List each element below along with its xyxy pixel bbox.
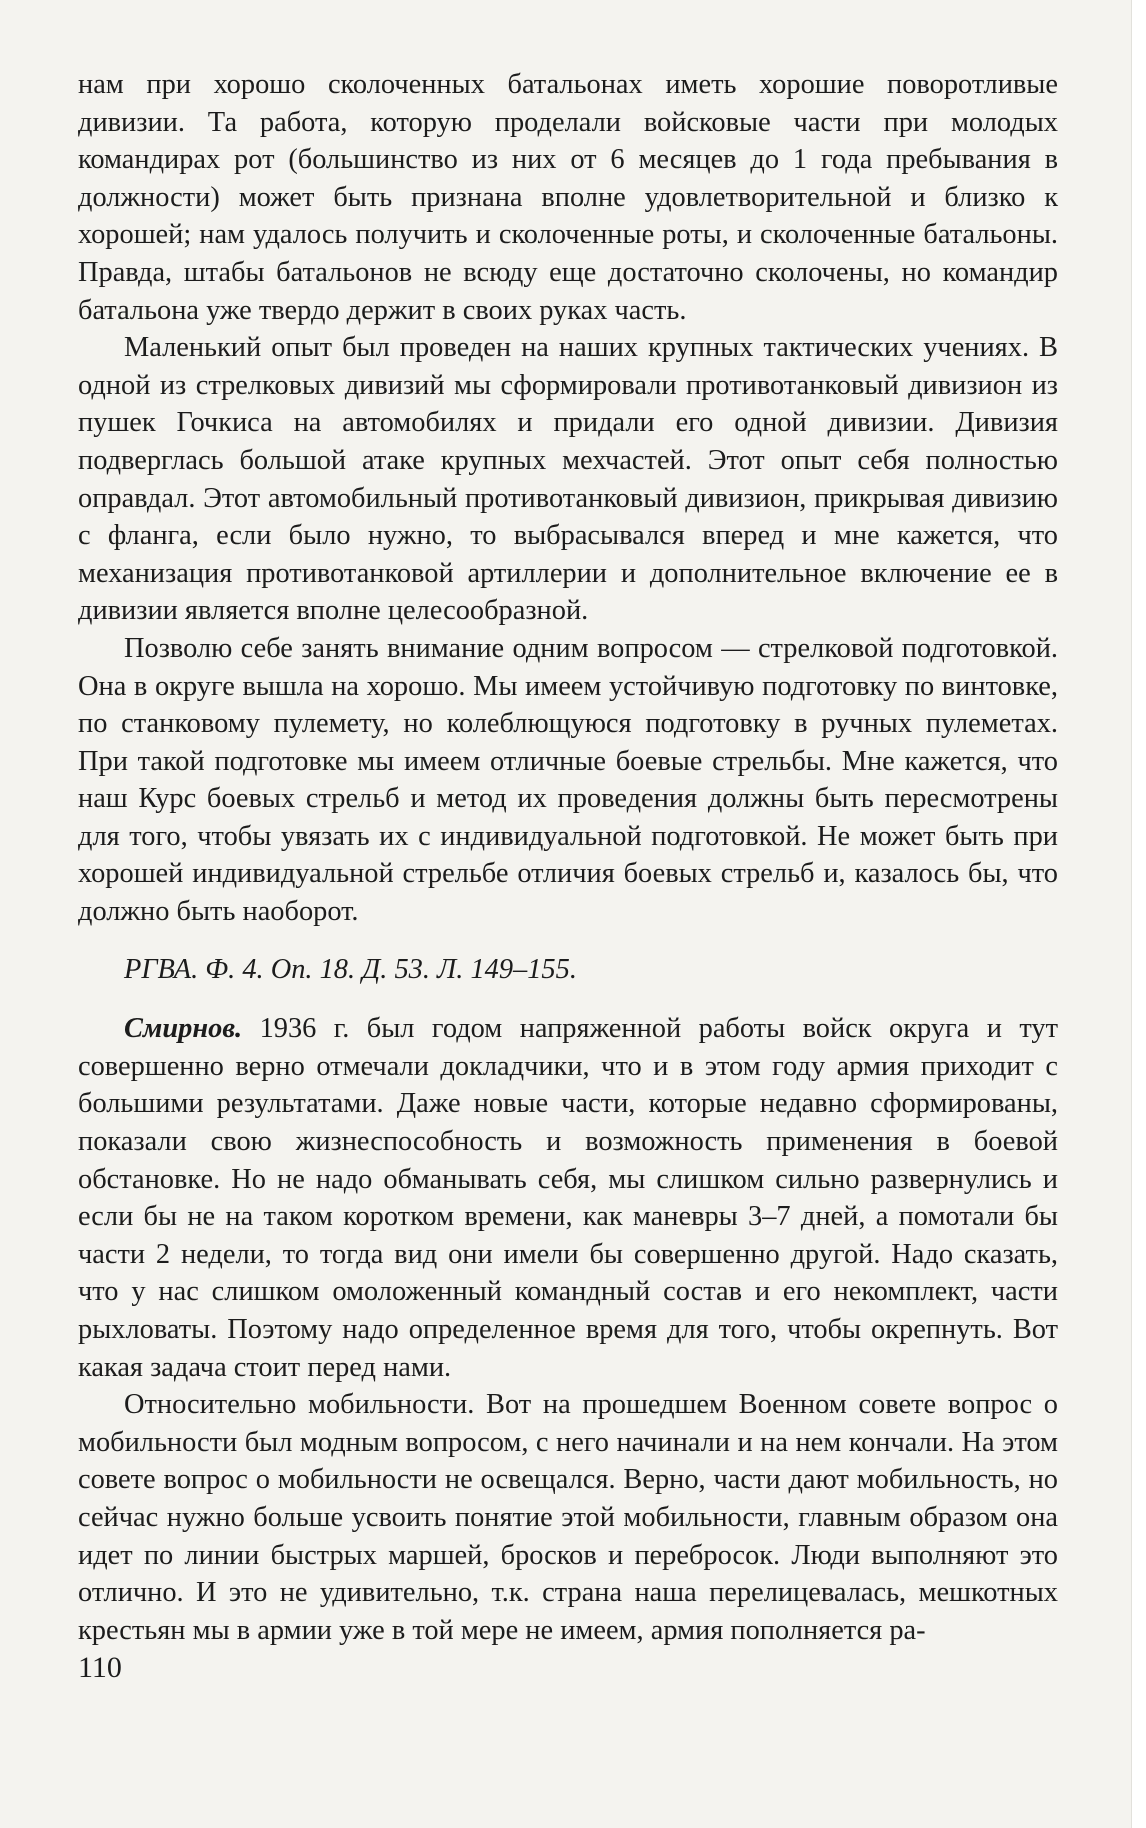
page-number: 110 xyxy=(78,1651,122,1684)
paragraph-antitank-experiment: Маленький опыт был проведен на наших крупных тактических учениях. В одной из стрелковых дивизий мы сформировали противотанковый дивизион из пушек Гочкиса на автомобилях и придали его одной дивизии. Дивизия подверглась большой атаке крупных мехчастей. Этот опыт себя полностью оправдал. Этот автомобильный противотанковый дивизион, прикрывая дивизию с фланга, если было нужно, то выбрасывался вперед и мне кажется, что механизация противотанковой артиллерии и дополнительное включение ее в дивизии является вполне целесообразной. xyxy=(78,332,1058,627)
paragraph-mobility: Относительно мобильности. Вот на прошедшем Военном совете вопрос о мобильности был модным вопросом, с него начинали и на нем кончали. На этом совете вопрос о мобильности не освещался. Верно, части дают мобильность, но сейчас нужно больше усвоить понятие этой мобильности, главным образом она идет по линии быстрых маршей, бросков и перебросок. Люди выполняют это отлично. И это не удивительно, т.к. страна наша перелицевалась, мешкотных крестьян мы в армии уже в той мере не имеем, армия пополняется ра- xyxy=(78,1389,1058,1646)
paragraph-marksmanship: Позволю себе занять внимание одним вопросом — стрелковой подготовкой. Она в округе вышла на хорошо. Мы имеем устойчивую подготовку по винтовке, по станковому пулемету, но колеблющуюся подготовку в ручных пулеметах. При такой подготовке мы имеем отличные боевые стрельбы. Мне кажется, что наш Курс боевых стрельб и метод их проведения должны быть пересмотрены для того, чтобы увязать их с индивидуальной подготовкой. Не может быть при хорошей индивидуальной стрельбе отличия боевых стрельб и, казалось бы, что должно быть наоборот. xyxy=(78,632,1058,928)
speaker-name: Смирнов. xyxy=(124,1013,243,1045)
paragraph-continuation: нам при хорошо сколоченных батальонах иметь хорошие поворотливые дивизии. Та работа, которую проделали войсковые части при молодых командирах рот (большинство из них от 6 месяцев до 1 года пребывания в должности) может быть признана вполне удовлетворительной и близко к хорошей; нам удалось получить и сколоченные роты, и сколоченные батальоны. Правда, штабы батальонов не всюду еще достаточно сколочены, но командир батальона уже твердо держит в своих руках часть. xyxy=(78,69,1058,326)
page-edge xyxy=(1131,0,1146,1828)
speaker-text: 1936 г. был годом напряженной работы войск округа и тут совершенно верно отмечали докладчики, что и в этом году армия приходит с большими результатами. Даже новые части, которые недавно сформированы, показали свою жизнеспособность и возможность применения в боевой обстановке. Но не надо обманывать себя, мы слишком сильно развернулись и если бы не на таком коротком времени, как маневры 3–7 дней, а помотали бы части 2 недели, то тогда вид они имели бы совершенно другой. Надо сказать, что у нас слишком омоложенный командный состав и его некомплект, части рыхловаты. Поэтому надо определенное время для того, чтобы окрепнуть. Вот какая задача стоит перед нами. xyxy=(78,1013,1058,1383)
paragraph-smirnov xyxy=(78,1010,1058,1386)
archive-reference: РГВА. Ф. 4. Оп. 18. Д. 53. Л. 149–155. xyxy=(124,953,577,985)
page-text xyxy=(78,66,1058,1649)
